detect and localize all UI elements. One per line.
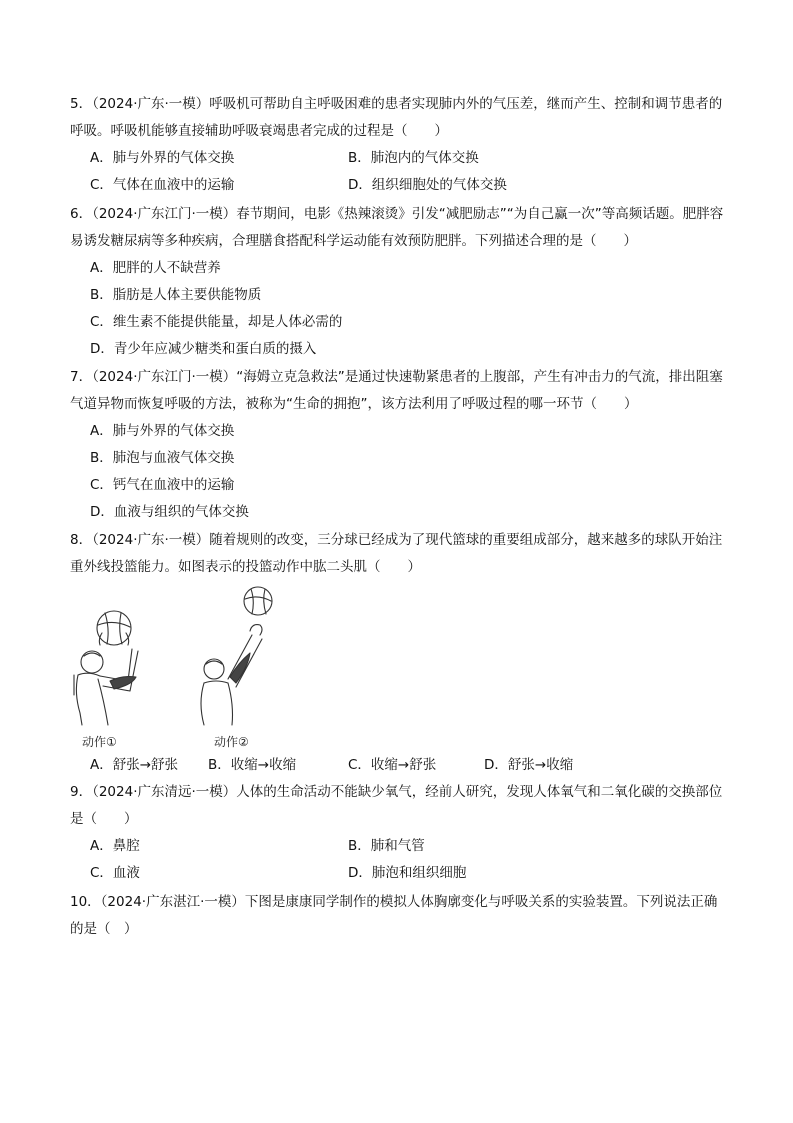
question-8 <box>70 527 730 581</box>
option-a[interactable]: A．舒张→舒张 <box>90 757 179 773</box>
option-c[interactable]: C．收缩→舒张 <box>348 757 437 773</box>
option-c[interactable]: C．钙气在血液中的运输 <box>90 477 235 493</box>
option-b[interactable]: B．肺泡与血液气体交换 <box>90 450 235 466</box>
option-d[interactable]: D．组织细胞处的气体交换 <box>348 177 507 193</box>
option-d[interactable]: D．青少年应减少糖类和蛋白质的摄入 <box>90 341 317 357</box>
option-d[interactable]: D．血液与组织的气体交换 <box>90 504 249 520</box>
question-7 <box>70 364 730 526</box>
figure-action-2 <box>201 587 272 725</box>
option-a[interactable]: A．肺与外界的气体交换 <box>90 423 235 439</box>
shooting-illustration <box>70 583 300 753</box>
option-a[interactable]: A．肺与外界的气体交换 <box>90 150 235 166</box>
option-c[interactable]: C．气体在血液中的运输 <box>90 177 235 193</box>
option-c[interactable]: C．维生素不能提供能量，却是人体必需的 <box>90 314 343 330</box>
figure-label-action-1: 动作① <box>82 735 117 749</box>
question-stem: 6．（2024·广东江门·一模）春节期间，电影《热辣滚烫》引发“减肥励志”“为自己赢一次”等高频话题。肥胖容易诱发糖尿病等多种疾病，合理膳食搭配科学运动能有效预防肥胖。下列描述合理的是（ ） <box>70 206 724 249</box>
figure-label-action-2: 动作② <box>214 735 249 749</box>
basketball-figure <box>70 583 300 753</box>
question-10 <box>70 889 730 943</box>
option-b[interactable]: B．肺和气管 <box>348 838 425 854</box>
question-stem: 5．（2024·广东·一模）呼吸机可帮助自主呼吸困难的患者实现肺内外的气压差，继而产生、控制和调节患者的呼吸。呼吸机能够直接辅助呼吸衰竭患者完成的过程是（ ） <box>70 96 723 139</box>
option-b[interactable]: B．肺泡内的气体交换 <box>348 150 479 166</box>
question-stem: 9．（2024·广东清远·一模）人体的生命活动不能缺少氧气，经前人研究，发现人体氧气和二氧化碳的交换部位是（ ） <box>70 784 723 827</box>
question-stem: 10．（2024·广东湛江·一模）下图是康康同学制作的模拟人体胸廓变化与呼吸关系的实验装置。下列说法正确的是（ ） <box>70 894 718 937</box>
option-a[interactable]: A．鼻腔 <box>90 838 140 854</box>
question-5 <box>70 91 730 199</box>
option-a[interactable]: A．肥胖的人不缺营养 <box>90 260 221 276</box>
figure-action-1 <box>74 611 138 725</box>
option-d[interactable]: D．舒张→收缩 <box>484 757 574 773</box>
option-b[interactable]: B．脂肪是人体主要供能物质 <box>90 287 262 303</box>
option-c[interactable]: C．血液 <box>90 865 140 881</box>
question-stem: 7．（2024·广东江门·一模）“海姆立克急救法”是通过快速勒紧患者的上腹部，产生有冲击力的气流，排出阻塞气道异物而恢复呼吸的方法，被称为“生命的拥抱”，该方法利用了呼吸过程的哪一环节（ ） <box>70 369 723 412</box>
question-8-options <box>70 752 730 779</box>
option-b[interactable]: B．收缩→收缩 <box>208 757 297 773</box>
option-d[interactable]: D．肺泡和组织细胞 <box>348 865 467 881</box>
question-stem: 8．（2024·广东·一模）随着规则的改变，三分球已经成为了现代篮球的重要组成部分，越来越多的球队开始注重外线投篮能力。如图表示的投篮动作中肱二头肌（ ） <box>70 532 723 575</box>
question-6 <box>70 201 730 363</box>
question-9 <box>70 779 730 887</box>
